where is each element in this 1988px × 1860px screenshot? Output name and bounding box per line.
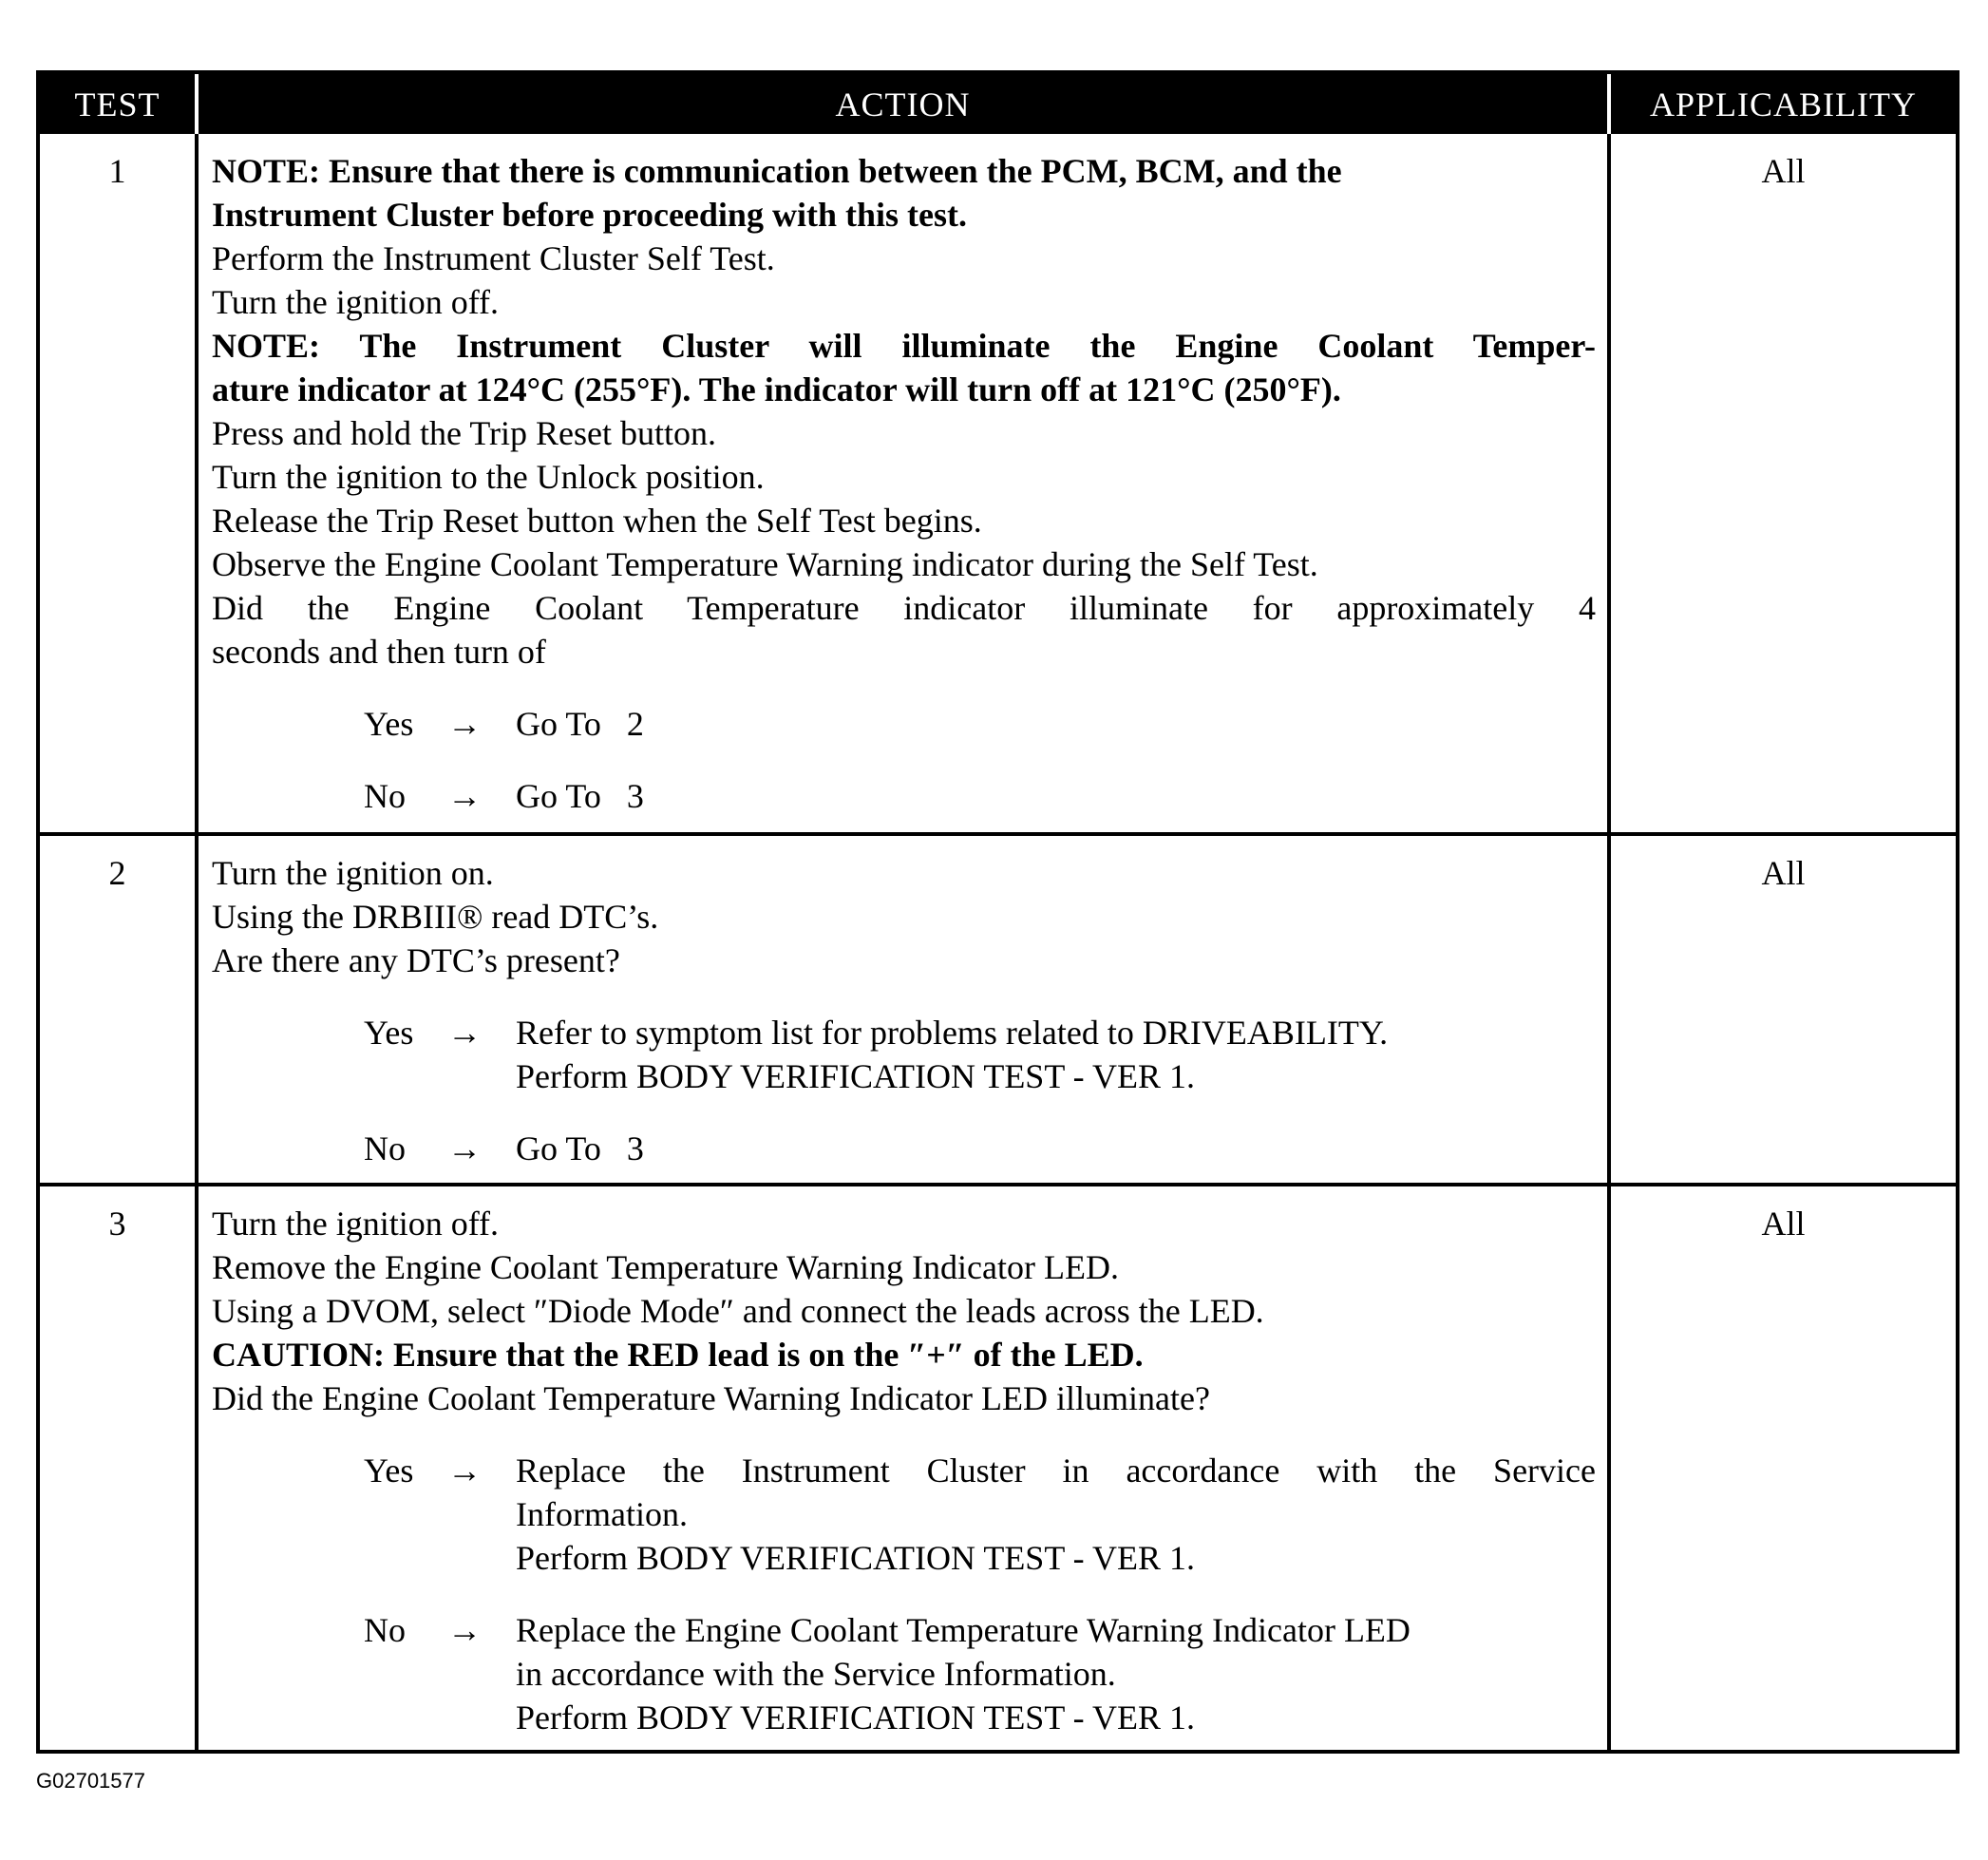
note-line: NOTE: Ensure that there is communication between the PCM, BCM, and the [212, 152, 1342, 190]
branch-text: Replace the Engine Coolant Temperature Warning Indicator LED [516, 1611, 1411, 1649]
branch-label: Yes [364, 1452, 414, 1490]
branch-yes [364, 1449, 1596, 1580]
action-line: Release the Trip Reset button when the Self Test begins. [212, 502, 982, 540]
branch-label: Yes [364, 705, 414, 743]
test-number-1: 1 [40, 134, 199, 836]
applicability-2: All [1611, 836, 1956, 1186]
branch-yes [364, 702, 1596, 746]
note-line: ature indicator at 124°C (255°F). The indicator will turn off at 121°C (250°F). [212, 370, 1341, 408]
header-action: ACTION [199, 74, 1611, 134]
test-number-3: 3 [40, 1186, 199, 1750]
applicability-3: All [1761, 1205, 1806, 1243]
header-applicability: APPLICABILITY [1611, 74, 1956, 134]
action-line: Remove the Engine Coolant Temperature Warning Indicator LED. [212, 1248, 1119, 1286]
branch-text: Perform BODY VERIFICATION TEST - VER 1. [516, 1057, 1196, 1095]
branch-no [364, 1608, 1596, 1739]
right-arrow-icon: → [447, 705, 482, 743]
branch-text: Refer to symptom list for problems related to DRIVEABILITY. [516, 1014, 1389, 1052]
branch-label: Yes [364, 1014, 414, 1052]
question-line: seconds and then turn of [212, 633, 546, 671]
note-line: Instrument Cluster before proceeding with this test. [212, 196, 967, 234]
action-line: Turn the ignition to the Unlock position. [212, 458, 765, 496]
action-line: Using a DVOM, select ″Diode Mode″ and connect the leads across the LED. [212, 1292, 1264, 1330]
branch-text: Go To 3 [516, 777, 644, 815]
branch-no [364, 774, 1596, 818]
action-line: Turn the ignition off. [212, 283, 500, 321]
right-arrow-icon: → [447, 777, 482, 815]
action-cell-3 [199, 1186, 1611, 1750]
right-arrow-icon: → [447, 1452, 482, 1490]
note-line: NOTE: The Instrument Cluster will illuminate the Engine Coolant Temper- [212, 327, 1596, 365]
branch-text: Perform BODY VERIFICATION TEST - VER 1. [516, 1539, 1196, 1577]
action-line: Perform the Instrument Cluster Self Test. [212, 239, 775, 277]
action-line: Turn the ignition off. [212, 1205, 500, 1243]
branch-text: Go To 3 [516, 1129, 644, 1167]
question-line: Did the Engine Coolant Temperature indicator illuminate for approximately 4 [212, 589, 1596, 627]
branch-yes [364, 1011, 1596, 1098]
action-cell-1 [199, 134, 1611, 836]
action-line: Using the DRBIII® read DTC’s. [212, 898, 659, 936]
branch-text: Perform BODY VERIFICATION TEST - VER 1. [516, 1699, 1196, 1737]
branch-label: No [364, 1129, 406, 1167]
action-line: Turn the ignition on. [212, 854, 494, 892]
question-line: Are there any DTC’s present? [212, 941, 620, 979]
caution-line: CAUTION: Ensure that the RED lead is on the ″+″ of the LED. [212, 1336, 1144, 1374]
branch-text: Go To 2 [516, 705, 644, 743]
right-arrow-icon: → [447, 1014, 482, 1052]
branch-label: No [364, 777, 406, 815]
branch-text: in accordance with the Service Information. [516, 1655, 1116, 1693]
action-line: Observe the Engine Coolant Temperature Warning indicator during the Self Test. [212, 545, 1318, 583]
applicability-1: All [1611, 134, 1956, 836]
right-arrow-icon: → [447, 1611, 482, 1649]
test-number-2: 2 [40, 836, 199, 1186]
action-line: Press and hold the Trip Reset button. [212, 414, 717, 452]
branch-text: Information. [516, 1495, 688, 1533]
right-arrow-icon: → [447, 1129, 482, 1167]
branch-label: No [364, 1611, 406, 1649]
header-test: TEST [40, 74, 199, 134]
branch-text: Replace the Instrument Cluster in accordance with the Service [516, 1452, 1596, 1490]
branch-no [364, 1127, 1596, 1170]
figure-id: G02701577 [36, 1769, 145, 1793]
question-line: Did the Engine Coolant Temperature Warning Indicator LED illuminate? [212, 1379, 1210, 1417]
diagnostic-test-table [36, 70, 1960, 1754]
action-cell-2 [199, 836, 1611, 1186]
